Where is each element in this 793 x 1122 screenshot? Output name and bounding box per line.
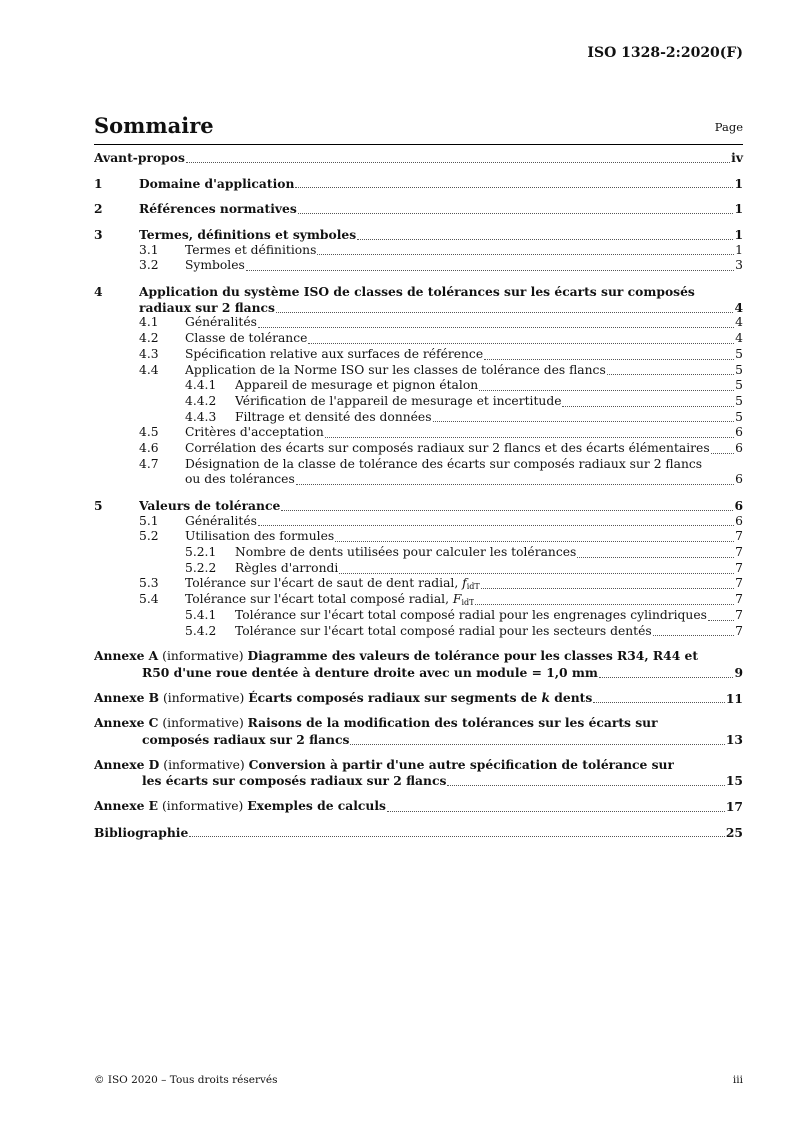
- toc-entry[interactable]: [94, 176, 743, 192]
- toc-entry-title: [94, 648, 698, 665]
- toc-entry-page: 1: [735, 242, 743, 257]
- toc-entry-page: 3: [735, 258, 743, 273]
- toc-entry-page: 6: [735, 472, 743, 487]
- annex-label: Annexe E: [94, 798, 159, 814]
- toc-entry-number: 5.4.1: [185, 607, 217, 622]
- toc-leader: [593, 702, 725, 703]
- toc-entry-title: [185, 592, 474, 608]
- toc-entry-number: 4.7: [139, 456, 159, 471]
- toc-entry-text: Références normatives: [139, 201, 297, 217]
- toc-entry-title: [94, 690, 592, 707]
- annex-informative: (informative): [158, 716, 248, 731]
- toc-entry-text: Termes et définitions: [185, 242, 317, 257]
- toc-entry-text: Généralités: [185, 315, 257, 330]
- toc-leader: [339, 573, 734, 574]
- annex-title: Raisons de la modification des tolérances sur les écarts sur: [247, 715, 658, 731]
- toc-entry[interactable]: [94, 425, 743, 441]
- annex-informative: (informative): [158, 799, 248, 814]
- toc-entry-title: [185, 457, 702, 473]
- toc-entry-page: 25: [725, 824, 743, 840]
- toc-entry-number: 4.4.1: [185, 378, 217, 393]
- toc-entry-title: [185, 347, 483, 363]
- toc-entry-text: les écarts sur composés radiaux sur 2 flancs: [142, 773, 447, 789]
- toc-entry-page: 4: [735, 331, 743, 346]
- toc-entry-number: 5.2.2: [185, 560, 217, 575]
- toc-entry-title: [139, 227, 356, 243]
- toc-entry[interactable]: [94, 561, 743, 577]
- toc-entry-title: [235, 608, 707, 624]
- toc-entry-number: 4.5: [139, 425, 159, 440]
- toc-entry-text: Critères d'acceptation: [185, 425, 324, 440]
- toc-entry[interactable]: [94, 150, 743, 166]
- toc-leader: [295, 187, 733, 188]
- annex-title-variable: k: [541, 689, 551, 705]
- toc-entry-text: Tolérance sur l'écart de saut de dent radial,: [185, 576, 463, 591]
- toc-entry-title: [142, 665, 598, 681]
- toc-leader: [350, 744, 724, 745]
- toc-leader: [387, 811, 725, 812]
- toc-leader: [317, 254, 734, 255]
- toc-entry-number: 5.4.2: [185, 623, 217, 638]
- toc-entry-page: 7: [735, 545, 743, 560]
- toc-entry[interactable]: [94, 545, 743, 561]
- toc-leader: [246, 270, 734, 271]
- toc-entry-page: 6: [735, 440, 743, 455]
- toc-entry-page: 7: [735, 592, 743, 607]
- toc-leader: [258, 525, 734, 526]
- annex-title: Conversion à partir d'une autre spécification de tolérance sur: [248, 756, 674, 772]
- toc-entry-page: 4: [734, 299, 743, 315]
- toc-leader: [708, 620, 734, 621]
- toc-entry-page: 5: [735, 409, 743, 424]
- toc-entry-page: 1: [734, 227, 743, 243]
- toc-entry-text: Tolérance sur l'écart total composé radial,: [185, 592, 453, 607]
- toc-entry[interactable]: [94, 441, 743, 457]
- toc-leader: [325, 437, 734, 438]
- toc-entry[interactable]: [94, 378, 743, 394]
- toc-entry-title: [185, 514, 257, 530]
- toc-entry-page: 5: [735, 362, 743, 377]
- toc-entry-title: [94, 715, 658, 732]
- toc-entry-page: 1: [734, 175, 743, 191]
- toc-entry-text: composés radiaux sur 2 flancs: [142, 731, 350, 747]
- annex-label: Annexe B: [94, 689, 160, 705]
- toc-entry-title: [185, 529, 334, 545]
- toc-entry-title: [185, 243, 316, 259]
- toc-entry-title: [185, 576, 480, 592]
- toc-entry-symbol: f: [462, 576, 467, 591]
- toc-leader: [433, 421, 735, 422]
- annex-label: Annexe D: [94, 756, 160, 772]
- toc-entry-text: Application de la Norme ISO sur les classes de tolérance des flancs: [185, 362, 606, 377]
- annex-title: Exemples de calculs: [247, 798, 386, 814]
- toc-leader: [447, 785, 725, 786]
- toc-entry[interactable]: [94, 799, 743, 815]
- toc-leader: [276, 312, 733, 313]
- toc-entry-symbol: F: [452, 592, 462, 607]
- toc-entry-page: 11: [725, 690, 743, 706]
- toc-entry-page: 17: [725, 799, 743, 815]
- toc-entry-text: Vérification de l'appareil de mesurage et incertitude: [235, 393, 562, 408]
- toc-entry-title: [185, 258, 245, 274]
- toc-entry[interactable]: [94, 457, 743, 473]
- toc-entry-title: [139, 300, 275, 316]
- toc-entry-page: 15: [725, 773, 743, 789]
- toc-entry[interactable]: [94, 716, 743, 732]
- document-id: ISO 1328-2:2020(F): [587, 45, 743, 61]
- toc-entry-text: Avant-propos: [94, 149, 185, 165]
- page-title: Sommaire: [94, 113, 214, 138]
- toc-entry[interactable]: [94, 514, 743, 530]
- toc-entry[interactable]: [94, 363, 743, 379]
- toc-entry[interactable]: [94, 649, 743, 665]
- toc-entry-page: 5: [735, 346, 743, 361]
- toc-entry[interactable]: [94, 665, 743, 681]
- toc-leader: [281, 510, 733, 511]
- toc-entry-page: 7: [735, 529, 743, 544]
- toc-entry-title: [142, 773, 446, 789]
- annex-informative: (informative): [158, 649, 248, 664]
- toc-entry-text: Bibliographie: [94, 824, 189, 840]
- toc-entry-number: 3.2: [139, 258, 159, 273]
- toc-entry[interactable]: [94, 201, 743, 217]
- toc-entry-number: 4.2: [139, 331, 159, 346]
- toc-entry-number: 5: [94, 498, 103, 514]
- toc-entry[interactable]: [94, 691, 743, 707]
- toc-entry-title: [139, 284, 695, 300]
- toc-entry[interactable]: [94, 347, 743, 363]
- toc-entry-page: 7: [735, 607, 743, 622]
- toc-leader: [653, 635, 734, 636]
- toc-entry[interactable]: [94, 624, 743, 640]
- toc-entry-number: 4.1: [139, 315, 159, 330]
- toc-entry-text: Appareil de mesurage et pignon étalon: [235, 378, 479, 393]
- toc-entry[interactable]: [94, 608, 743, 624]
- toc-entry-number: 5.2.1: [185, 545, 217, 560]
- toc-entry[interactable]: [94, 331, 743, 347]
- toc-entry-text: Nombre de dents utilisées pour calculer les tolérances: [235, 545, 577, 560]
- toc-entry-title: [94, 825, 188, 841]
- toc-entry-number: 5.1: [139, 513, 159, 528]
- toc-entry-title: [139, 498, 280, 514]
- toc-entry[interactable]: [94, 284, 743, 300]
- footer-page-number: iii: [732, 1074, 743, 1086]
- toc-entry[interactable]: [94, 258, 743, 274]
- toc-entry-title: [185, 425, 324, 441]
- annex-label: Annexe A: [94, 648, 159, 664]
- toc-entry-title: [185, 331, 307, 347]
- toc-entry-title: [139, 201, 297, 217]
- toc-entry-title: [235, 410, 432, 426]
- toc-entry-text: Généralités: [185, 513, 257, 528]
- toc-leader: [298, 213, 734, 214]
- toc-entry-text: Valeurs de tolérance: [139, 498, 281, 514]
- toc-entry-page: 6: [734, 498, 743, 514]
- toc-entry-title: [185, 472, 295, 488]
- toc-entry-text: Tolérance sur l'écart total composé radial pour les engrenages cylindriques: [235, 607, 707, 622]
- toc-entry-text: Utilisation des formules: [185, 529, 335, 544]
- toc-entry-text: Corrélation des écarts sur composés radiaux sur 2 flancs et des écarts élémentaires: [185, 440, 710, 455]
- toc-leader: [562, 406, 734, 407]
- toc-leader: [258, 327, 734, 328]
- toc-entry-page: 4: [735, 315, 743, 330]
- toc-entry[interactable]: [94, 732, 743, 748]
- toc-entry[interactable]: [94, 316, 743, 332]
- toc-entry-number: 4.4.2: [185, 393, 217, 408]
- toc-entry-text: R50 d'une roue dentée à denture droite avec un module = 1,0 mm: [142, 664, 598, 680]
- toc-entry-number: 5.2: [139, 529, 159, 544]
- toc-entry-title: [94, 150, 185, 166]
- toc-entry-number: 3: [94, 227, 103, 243]
- toc-entry-number: 2: [94, 201, 103, 217]
- toc-leader: [607, 374, 734, 375]
- toc-leader: [357, 239, 733, 240]
- table-of-contents: [94, 150, 743, 840]
- toc-leader: [475, 604, 734, 605]
- toc-leader: [479, 390, 734, 391]
- toc-entry-text: Application du système ISO de classes de tolérances sur les écarts sur composés: [139, 284, 695, 300]
- toc-entry[interactable]: [94, 577, 743, 593]
- annex-title-suffix: dents: [550, 689, 593, 705]
- toc-entry-number: 4.6: [139, 440, 159, 455]
- toc-entry[interactable]: [94, 592, 743, 608]
- toc-leader: [186, 162, 730, 163]
- toc-entry-text: Règles d'arrondi: [235, 560, 339, 575]
- toc-entry-page: 7: [735, 560, 743, 575]
- toc-leader: [484, 359, 734, 360]
- toc-entry-number: 4.3: [139, 346, 159, 361]
- toc-entry-title: [235, 394, 561, 410]
- toc-entry-page: 6: [735, 425, 743, 440]
- page-column-label: Page: [714, 120, 743, 134]
- annex-title: Écarts composés radiaux sur segments de: [248, 689, 542, 705]
- toc-entry-text: Filtrage et densité des données: [235, 409, 432, 424]
- toc-entry-number: 1: [94, 175, 103, 191]
- toc-entry[interactable]: [94, 243, 743, 259]
- toc-entry-title: [235, 561, 338, 577]
- toc-entry-text: Désignation de la classe de tolérance des écarts sur composés radiaux sur 2 flancs: [185, 456, 703, 471]
- toc-entry[interactable]: [94, 825, 743, 841]
- title-rule: [94, 144, 743, 145]
- toc-entry-number: 5.4: [139, 592, 159, 607]
- toc-leader: [189, 836, 725, 837]
- toc-leader: [711, 453, 735, 454]
- toc-entry-text: Symboles: [185, 258, 245, 273]
- toc-entry-page: 1: [734, 201, 743, 217]
- toc-entry-number: 5.3: [139, 576, 159, 591]
- toc-entry-page: 5: [735, 393, 743, 408]
- annex-informative: (informative): [159, 690, 249, 705]
- toc-leader: [335, 541, 734, 542]
- toc-entry-title: [185, 315, 257, 331]
- toc-entry-title: [235, 624, 652, 640]
- toc-entry-page: 6: [735, 513, 743, 528]
- annex-informative: (informative): [159, 757, 249, 772]
- toc-entry[interactable]: [94, 529, 743, 545]
- toc-entry-title: [235, 545, 576, 561]
- toc-entry[interactable]: [94, 773, 743, 789]
- toc-entry-page: 7: [735, 623, 743, 638]
- toc-entry-subscript: idT: [466, 582, 480, 592]
- toc-entry[interactable]: [94, 227, 743, 243]
- toc-leader: [481, 588, 734, 589]
- toc-entry-title: [142, 732, 349, 748]
- toc-entry-title: [94, 757, 674, 774]
- toc-entry-title: [185, 441, 710, 457]
- toc-entry[interactable]: [94, 300, 743, 316]
- toc-entry-text: Domaine d'application: [139, 175, 295, 191]
- toc-entry[interactable]: [94, 498, 743, 514]
- toc-entry-title: [235, 378, 478, 394]
- toc-entry-subscript: idT: [461, 598, 475, 608]
- toc-entry-page: 13: [725, 731, 743, 747]
- toc-entry-text: Spécification relative aux surfaces de référence: [185, 346, 484, 361]
- toc-entry[interactable]: [94, 472, 743, 488]
- toc-entry[interactable]: [94, 394, 743, 410]
- toc-entry-text: ou des tolérances: [185, 472, 295, 487]
- annex-label: Annexe C: [94, 715, 159, 731]
- toc-leader: [308, 343, 734, 344]
- toc-entry-page: 5: [735, 378, 743, 393]
- toc-leader: [577, 557, 734, 558]
- toc-entry-title: [94, 798, 386, 815]
- toc-entry-text: Termes, définitions et symboles: [139, 227, 357, 243]
- toc-entry-page: 9: [734, 664, 743, 680]
- footer-copyright: © ISO 2020 – Tous droits réservés: [94, 1074, 278, 1086]
- toc-leader: [599, 677, 734, 678]
- toc-entry-title: [185, 363, 606, 379]
- toc-entry-number: 4: [94, 284, 103, 300]
- toc-entry-text: Tolérance sur l'écart total composé radial pour les secteurs dentés: [235, 623, 652, 638]
- toc-entry-text: radiaux sur 2 flancs: [139, 299, 275, 315]
- toc-entry-number: 3.1: [139, 242, 159, 257]
- toc-entry-number: 4.4: [139, 362, 159, 377]
- annex-title: Diagramme des valeurs de tolérance pour les classes R34, R44 et: [247, 648, 699, 664]
- toc-entry-page: 7: [735, 576, 743, 591]
- toc-entry-text: Classe de tolérance: [185, 331, 308, 346]
- toc-leader: [296, 484, 734, 485]
- toc-entry[interactable]: [94, 410, 743, 426]
- toc-entry-number: 4.4.3: [185, 409, 217, 424]
- toc-entry-title: [139, 176, 294, 192]
- toc-entry-page: iv: [731, 149, 743, 165]
- toc-entry[interactable]: [94, 758, 743, 774]
